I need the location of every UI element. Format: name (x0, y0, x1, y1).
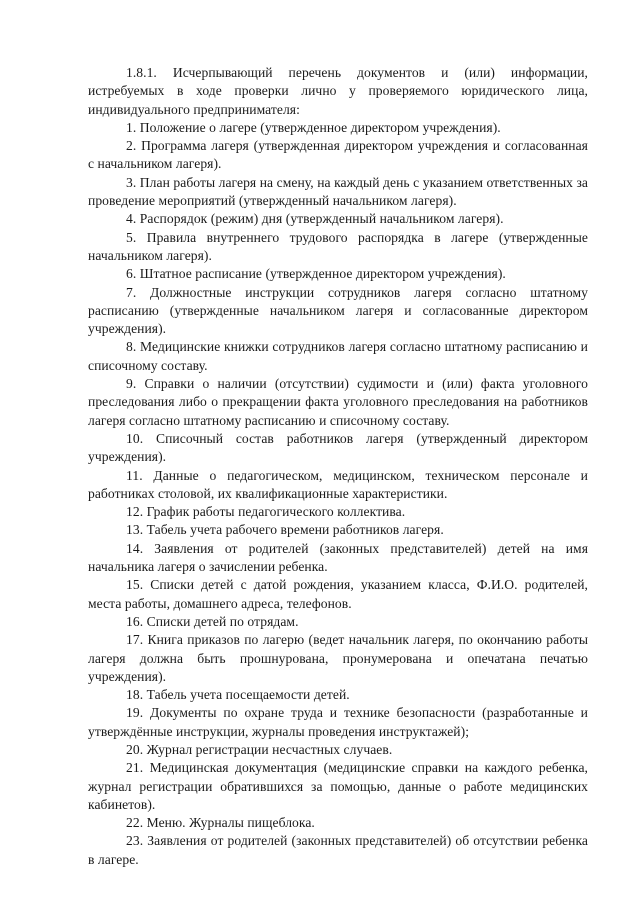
list-item (88, 210, 588, 228)
list-item-number: 1. (126, 119, 137, 135)
list-item-number: 6. (126, 266, 137, 282)
list-item-number: 5. (126, 229, 137, 245)
list-item (88, 759, 588, 814)
list-item (88, 137, 588, 174)
list-item (88, 521, 588, 539)
list-item (88, 741, 588, 759)
list-item-number: 8. (126, 339, 137, 355)
list-item (88, 540, 588, 577)
list-item-number: 2. (126, 138, 137, 154)
document-list (88, 119, 588, 869)
list-item (88, 338, 588, 375)
list-item (88, 430, 588, 467)
list-item (88, 229, 588, 266)
list-item-number: 23. (126, 833, 144, 849)
list-item (88, 174, 588, 211)
list-item-number: 4. (126, 211, 137, 227)
list-item-text: Списки детей по отрядам. (146, 613, 299, 629)
list-item (88, 284, 588, 339)
list-item (88, 503, 588, 521)
list-item-number: 9. (126, 376, 137, 392)
list-item (88, 814, 588, 832)
list-item (88, 613, 588, 631)
list-item-text: Журнал регистрации несчастных случаев. (146, 741, 393, 757)
section-number: 1.8.1. (126, 65, 157, 80)
list-item-text: Меню. Журналы пищеблока. (146, 815, 315, 831)
list-item-text: Медицинская документация (медицинские справки на каждого ребенка, журнал регистрации обратившихся за помощью, данные о работе медицинских кабинетов). (88, 760, 588, 812)
list-item-text: Документы по охране труда и технике безопасности (разработанные и утверждённые инструкции, журналы проведения инструктажей); (88, 705, 588, 739)
list-item (88, 576, 588, 613)
list-item (88, 704, 588, 741)
list-item-number: 21. (126, 760, 144, 776)
list-item-text: План работы лагеря на смену, на каждый день с указанием ответственных за проведение мероприятий (утвержденный начальником лагеря). (88, 174, 588, 209)
list-item-text: Списки детей с датой рождения, указанием класса, Ф.И.О. родителей, места работы, домашнего адреса, телефонов. (88, 577, 589, 611)
list-item (88, 119, 588, 137)
list-item-number: 3. (126, 174, 137, 190)
list-item-text: График работы педагогического коллектива. (146, 504, 406, 520)
list-item-text: Заявления от родителей (законных представителей) детей на имя начальника лагеря о зачислении ребенка. (88, 540, 588, 575)
list-item-text: Правила внутреннего трудового распорядка в лагере (утвержденные начальником лагеря). (88, 229, 588, 263)
section-intro-text: Исчерпывающий перечень документов и (или) информации, истребуемых в ходе проверки лично у проверяемого юридического лица, индивидуального предпринимателя: (88, 65, 588, 117)
list-item-text: Программа лагеря (утвержденная директором учреждения и согласованная с начальником лагеря). (88, 138, 588, 172)
list-item-number: 18. (126, 687, 144, 703)
list-item-text: Должностные инструкции сотрудников лагеря согласно штатному расписанию (утвержденные начальником лагеря и согласованные директором учреждения). (88, 284, 589, 337)
list-item (88, 686, 588, 704)
list-item-text: Табель учета рабочего времени работников лагеря. (146, 522, 444, 538)
list-item-text: Штатное расписание (утвержденное директором учреждения). (139, 266, 506, 282)
list-item-number: 16. (126, 613, 144, 629)
list-item-text: Данные о педагогическом, медицинском, техническом персонале и работниках столовой, их квалификационные характеристики. (88, 467, 588, 501)
list-item (88, 631, 588, 686)
list-item-number: 15. (126, 577, 144, 593)
list-item-number: 10. (126, 430, 144, 446)
list-item (88, 832, 588, 869)
section-intro (88, 64, 588, 119)
list-item-text: Медицинские книжки сотрудников лагеря согласно штатному расписанию и списочному составу. (88, 339, 588, 373)
list-item-number: 20. (126, 741, 144, 757)
list-item-number: 19. (126, 705, 144, 721)
list-item-number: 22. (126, 815, 144, 831)
list-item-text: Книга приказов по лагерю (ведет начальник лагеря, по окончанию работы лагеря должна быть прошнурована, пронумерована и опечатана печатью учреждения). (88, 632, 588, 684)
list-item-number: 12. (126, 504, 144, 520)
list-item-text: Заявления от родителей (законных представителей) об отсутствии ребенка в лагере. (88, 833, 588, 867)
list-item-text: Справки о наличии (отсутствии) судимости и (или) факта уголовного преследования либо о прекращении факта уголовного преследования на работников лагеря согласно штатному расписанию и списочному составу. (88, 376, 588, 428)
list-item-text: Списочный состав работников лагеря (утвержденный директором учреждения). (88, 430, 588, 465)
list-item-text: Положение о лагере (утвержденное директором учреждения). (139, 119, 501, 135)
list-item (88, 467, 588, 504)
list-item (88, 375, 588, 430)
list-item-text: Распорядок (режим) дня (утвержденный начальником лагеря). (139, 211, 504, 227)
list-item-number: 17. (126, 632, 144, 648)
list-item-number: 7. (126, 284, 137, 300)
list-item-number: 13. (126, 522, 144, 538)
list-item-number: 14. (126, 540, 144, 556)
list-item-number: 11. (126, 467, 143, 483)
list-item-text: Табель учета посещаемости детей. (146, 687, 350, 703)
list-item (88, 265, 588, 283)
document-page (88, 64, 588, 869)
